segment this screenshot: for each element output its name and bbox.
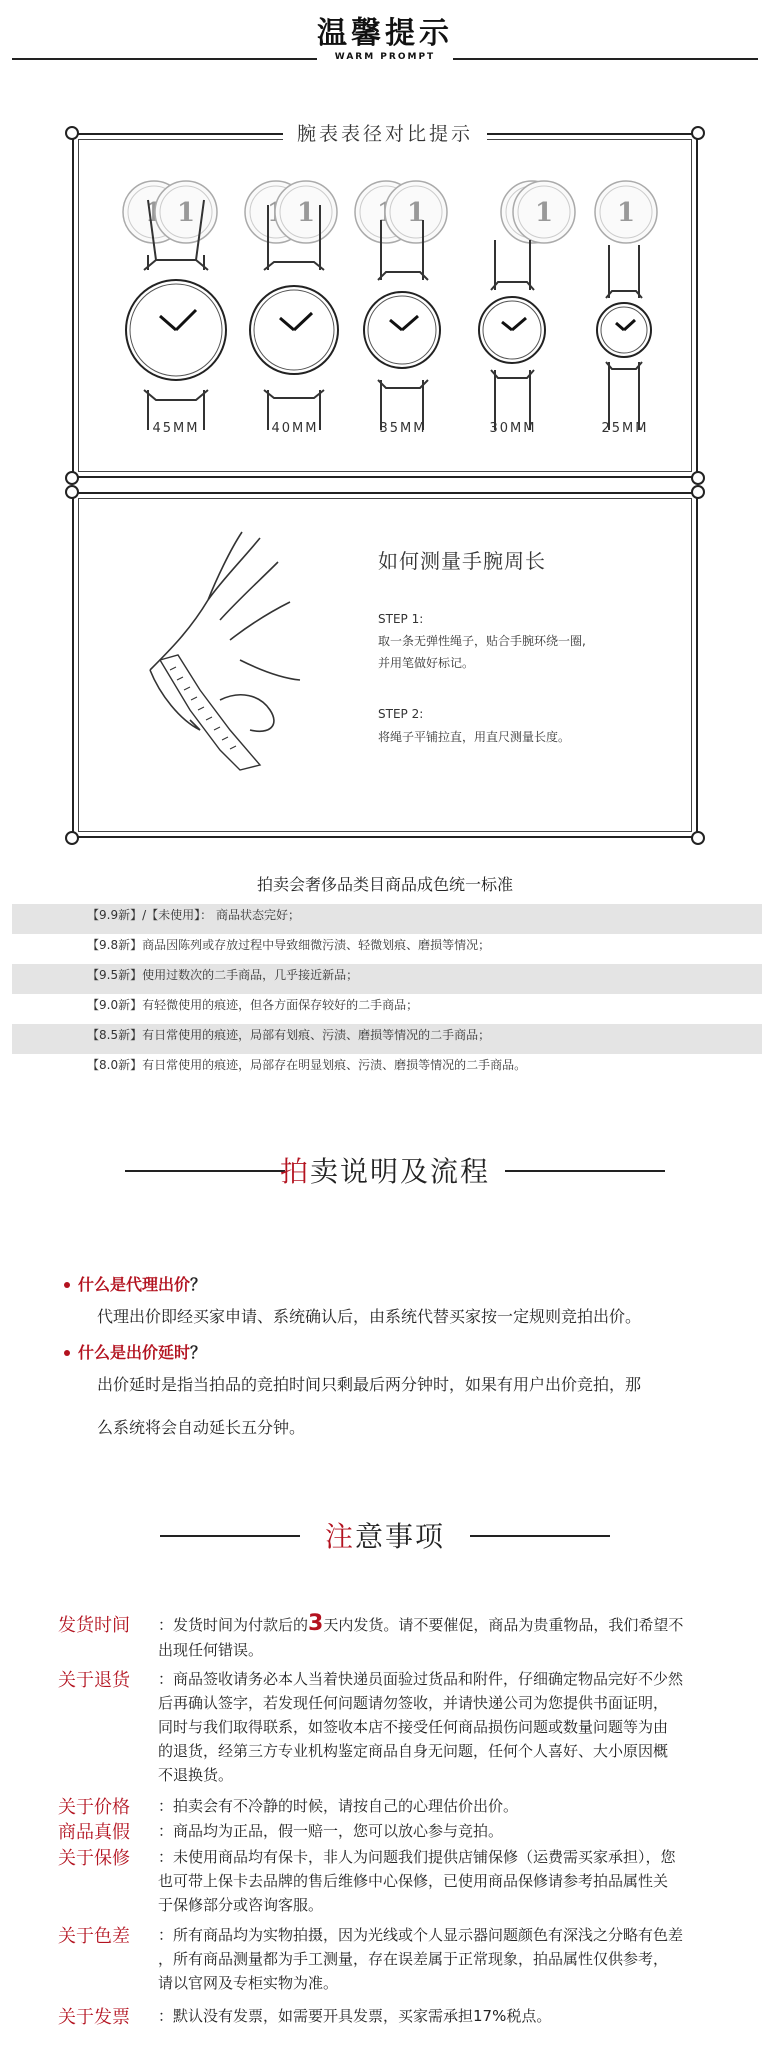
- note-label-price: 关于价格: [58, 1797, 130, 1818]
- page-title: 温馨提示: [317, 16, 453, 51]
- condition-row: 【9.5新】使用过数次的二手商品，几乎接近新品；: [12, 964, 762, 986]
- notes-title: 注意事项: [324, 1520, 446, 1553]
- corner-ornament: [691, 485, 705, 499]
- watch-30mm-icon: [479, 181, 575, 430]
- note-label-invoice: 关于发票: [58, 2007, 130, 2028]
- watch-25mm-icon: [595, 181, 657, 430]
- note-text-price: ：拍卖会有不冷静的时候，请按自己的心理估价出价。: [158, 1797, 519, 1815]
- watch-40mm-icon: [245, 181, 338, 430]
- note-text-returns-line: ：商品签收请务必本人当着快递员面验过货品和附件，仔细确定物品完好不少然: [158, 1670, 684, 1688]
- note-text-color-line: ：所有商品均为实物拍摄，因为光线或个人显示器问题颜色有深浅之分略有色差: [158, 1926, 684, 1944]
- row-separator: [12, 986, 762, 994]
- note-label-genuine: 商品真假: [58, 1822, 130, 1843]
- note-text-shipping: ：发货时间为付款后的3天内发货。请不要催促，商品为贵重物品，我们希望不: [158, 1611, 684, 1636]
- condition-row: 【8.0新】有日常使用的痕迹，局部存在明显划痕、污渍、磨损等情况的二手商品。: [87, 1058, 527, 1072]
- note-text-invoice: ：默认没有发票，如需要开具发票，买家需承担17%税点。: [158, 2007, 552, 2025]
- row-separator: [12, 1046, 762, 1054]
- question-proxy-bid: 什么是代理出价？: [78, 1275, 207, 1294]
- answer-bid-extension-line1: 出价延时是指当拍品的竞拍时间只剩最后两分钟时，如果有用户出价竞拍，那: [97, 1375, 642, 1394]
- note-text-shipping-line2: 出现任何错误。: [158, 1641, 264, 1659]
- size-label-40: 40MM: [271, 421, 319, 436]
- corner-ornament: [691, 471, 705, 485]
- condition-row: 【8.5新】有日常使用的痕迹，局部有划痕、污渍、磨损等情况的二手商品；: [12, 1024, 762, 1046]
- size-label-25: 25MM: [601, 421, 649, 436]
- answer-proxy-bid: 代理出价即经买家申请、系统确认后，由系统代替买家按一定规则竞拍出价。: [97, 1307, 642, 1326]
- corner-ornament: [65, 485, 79, 499]
- note-label-color: 关于色差: [58, 1926, 130, 1947]
- step1-text-line1: 取一条无弹性绳子，贴合手腕环绕一圈,: [378, 634, 586, 648]
- bullet-icon: [64, 1350, 70, 1356]
- watch-35mm-icon: [355, 181, 447, 430]
- page-subtitle: WARM PROMPT: [334, 52, 436, 62]
- note-text-warranty-line: 于保修部分或咨询客服。: [158, 1896, 324, 1914]
- corner-ornament: [65, 831, 79, 845]
- note-text-returns-line: 后再确认签字，若发现任何问题请勿签收，并请快递公司为您提供书面证明，: [158, 1694, 669, 1712]
- condition-row: 【9.0新】有轻微使用的痕迹，但各方面保存较好的二手商品；: [87, 998, 419, 1012]
- note-text-color-line: 请以官网及专柜实物为准。: [158, 1974, 339, 1992]
- watch-compare-heading: 腕表表径对比提示: [0, 119, 770, 146]
- bullet-icon: [64, 1282, 70, 1288]
- answer-bid-extension-line2: 么系统将会自动延长五分钟。: [97, 1418, 306, 1437]
- note-label-returns: 关于退货: [58, 1670, 130, 1691]
- note-label-shipping: 发货时间: [58, 1615, 130, 1636]
- step2-label: STEP 2:: [378, 707, 424, 721]
- note-text-returns-line: 不退换货。: [158, 1766, 234, 1784]
- watch-size-illustration: 1: [78, 160, 692, 430]
- wrist-measure-title: 如何测量手腕周长: [378, 549, 546, 573]
- corner-ornament: [691, 831, 705, 845]
- step1-label: STEP 1:: [378, 612, 424, 626]
- row-separator: [12, 926, 762, 934]
- auction-process-title: 拍卖说明及流程: [279, 1155, 491, 1188]
- note-text-returns-line: 同时与我们取得联系，如签收本店不接受任何商品损伤问题或数量问题等为由: [158, 1718, 669, 1736]
- question-bid-extension: 什么是出价延时？: [78, 1343, 207, 1362]
- condition-row: 【9.9新】/【未使用】： 商品状态完好；: [12, 904, 762, 926]
- corner-ornament: [65, 471, 79, 485]
- size-label-45: 45MM: [152, 421, 200, 436]
- step1-text-line2: 并用笔做好标记。: [378, 656, 475, 670]
- note-text-warranty-line: ：未使用商品均有保卡，非人为问题我们提供店铺保修（运费需买家承担），您: [158, 1848, 676, 1866]
- note-label-warranty: 关于保修: [58, 1848, 130, 1869]
- condition-standard-title: 拍卖会奢侈品类目商品成色统一标准: [256, 875, 513, 894]
- note-text-color-line: ，所有商品测量都为手工测量，存在误差属于正常现象，拍品属性仅供参考，: [158, 1950, 669, 1968]
- condition-row: 【9.8新】商品因陈列或存放过程中导致细微污渍、轻微划痕、磨损等情况；: [87, 938, 491, 952]
- note-text-returns-line: 的退货，经第三方专业机构鉴定商品自身无问题，任何个人喜好、大小原因概: [158, 1742, 669, 1760]
- size-label-30: 30MM: [489, 421, 537, 436]
- watch-45mm-icon: [123, 181, 226, 430]
- note-text-warranty-line: 也可带上保卡去品牌的售后维修中心保修，已使用商品保修请参考拍品属性关: [158, 1872, 669, 1890]
- hand-measure-illustration: [130, 520, 330, 780]
- size-label-35: 35MM: [379, 421, 427, 436]
- step2-text-line1: 将绳子平铺拉直，用直尺测量长度。: [378, 730, 571, 744]
- note-text-genuine: ：商品均为正品，假一赔一，您可以放心参与竞拍。: [158, 1822, 504, 1840]
